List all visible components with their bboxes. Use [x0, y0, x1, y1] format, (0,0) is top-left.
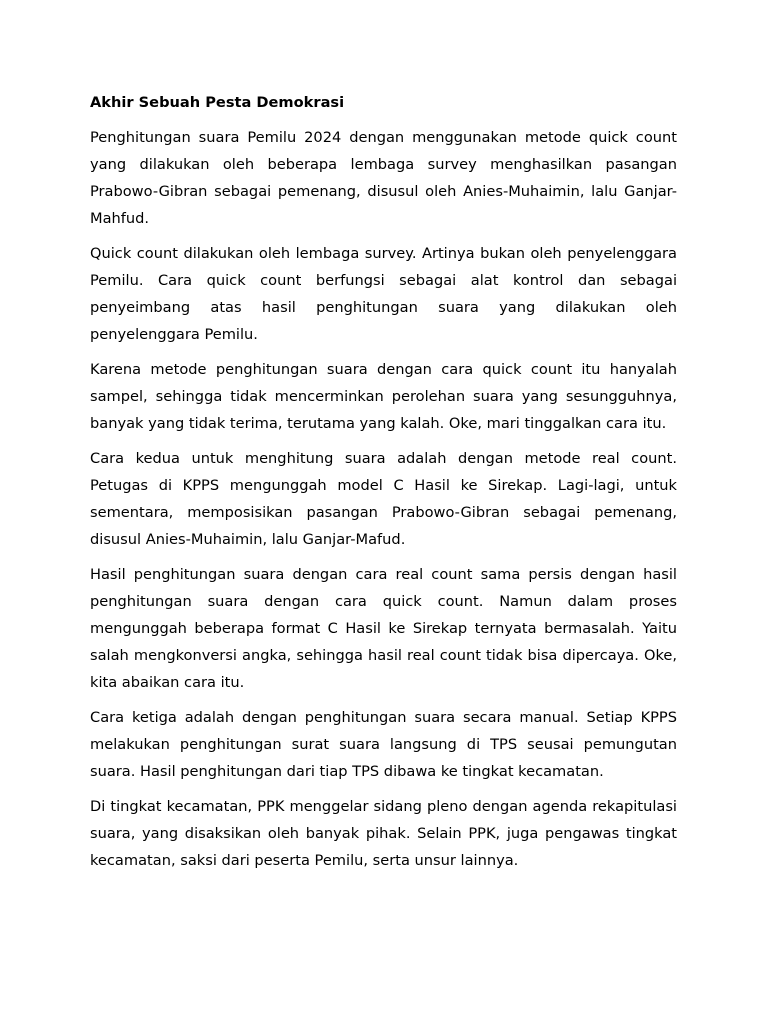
paragraph-2: Quick count dilakukan oleh lembaga survey. Artinya bukan oleh penyelenggara Pemilu. Cara quick count berfungsi sebagai alat kontrol dan sebagai penyeimbang atas hasil penghitungan suara yang dilakukan oleh penyelenggara Pemilu.	[90, 245, 677, 343]
document-page	[90, 89, 677, 882]
paragraph-3: Karena metode penghitungan suara dengan cara quick count itu hanyalah sampel, sehingga tidak mencerminkan perolehan suara yang sesungguhnya, banyak yang tidak terima, terutama yang kalah. Oke, mari tinggalkan cara itu.	[90, 361, 677, 432]
paragraph-5: Hasil penghitungan suara dengan cara real count sama persis dengan hasil penghitungan suara dengan cara quick count. Namun dalam proses mengunggah beberapa format C Hasil ke Sirekap ternyata bermasalah. Yaitu salah mengkonversi angka, sehingga hasil real count tidak bisa dipercaya. Oke, kita abaikan cara itu.	[90, 566, 677, 691]
paragraph-6: Cara ketiga adalah dengan penghitungan suara secara manual. Setiap KPPS melakukan penghitungan surat suara langsung di TPS seusai pemungutan suara. Hasil penghitungan dari tiap TPS dibawa ke tingkat kecamatan.	[90, 709, 677, 780]
document-title: Akhir Sebuah Pesta Demokrasi	[90, 94, 345, 111]
paragraph-4: Cara kedua untuk menghitung suara adalah dengan metode real count. Petugas di KPPS mengunggah model C Hasil ke Sirekap. Lagi-lagi, untuk sementara, memposisikan pasangan Prabowo-Gibran sebagai pemenang, disusul Anies-Muhaimin, lalu Ganjar-Mafud.	[90, 450, 677, 548]
paragraph-1: Penghitungan suara Pemilu 2024 dengan menggunakan metode quick count yang dilakukan oleh beberapa lembaga survey menghasilkan pasangan Prabowo-Gibran sebagai pemenang, disusul oleh Anies-Muhaimin, lalu Ganjar-Mahfud.	[90, 129, 677, 227]
paragraph-7: Di tingkat kecamatan, PPK menggelar sidang pleno dengan agenda rekapitulasi suara, yang disaksikan oleh banyak pihak. Selain PPK, juga pengawas tingkat kecamatan, saksi dari peserta Pemilu, serta unsur lainnya.	[90, 798, 677, 869]
